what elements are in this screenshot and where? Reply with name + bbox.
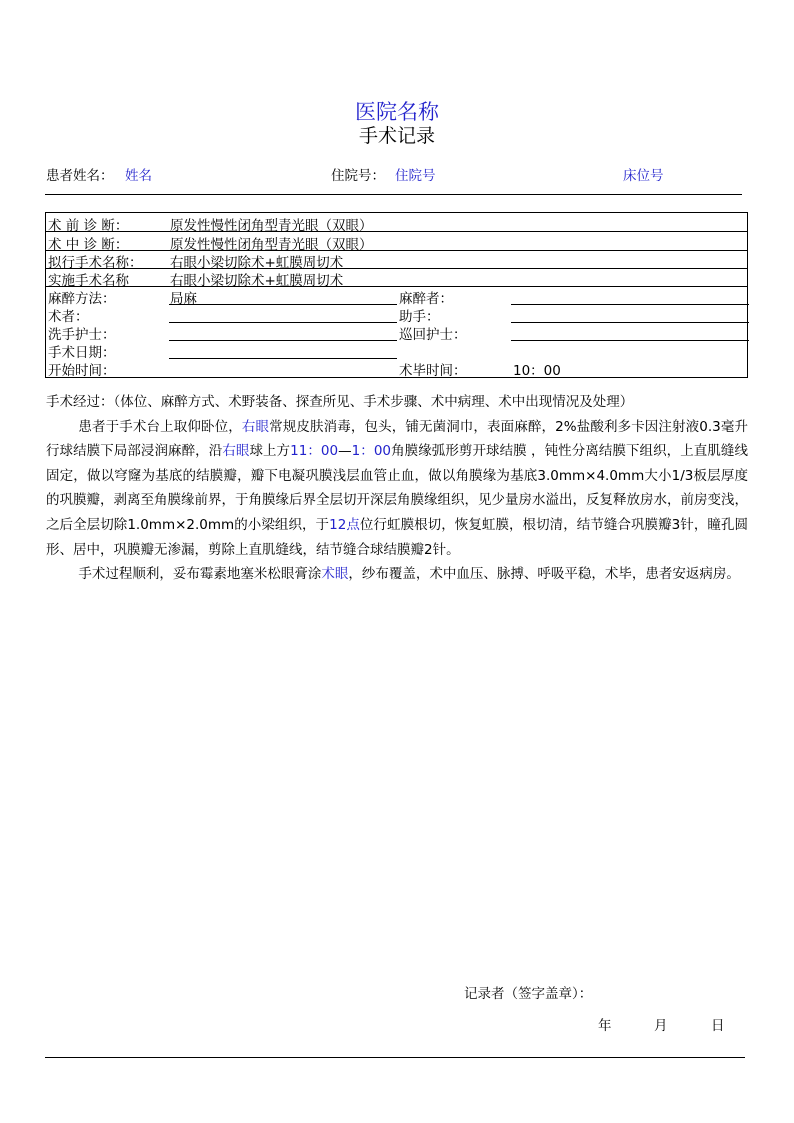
procedure-description [46, 390, 748, 587]
scrub-nurse-label: 洗手护士： [48, 327, 116, 343]
date-day-label: 日 [711, 1018, 725, 1034]
field-underline [511, 322, 749, 323]
procedure-paragraph-2: 手术过程顺利，妥布霉素地塞米松眼膏涂术眼，纱布覆盖，术中血压、脉搏、呼吸平稳，术毕，患者安返病房。 [78, 566, 740, 583]
field-underline [169, 304, 397, 305]
footer-divider [45, 1057, 745, 1058]
planned-surgery-label: 拟行手术名称： [48, 255, 143, 271]
field-underline [511, 304, 749, 305]
start-time-label: 开始时间： [48, 363, 116, 379]
recorder-signature-label: 记录者（签字盖章）： [464, 986, 593, 1002]
patient-name-value: 姓名 [125, 168, 152, 184]
row-divider [46, 250, 747, 251]
end-time-value: 10：00 [513, 363, 561, 379]
field-underline [169, 358, 397, 359]
row-divider [46, 268, 747, 269]
document-title: 手术记录 [358, 125, 435, 147]
procedure-paragraph-1: 患者于手术台上取仰卧位，右眼常规皮肤消毒，包头，铺无菌洞巾，表面麻醉，2%盐酸利多卡因注射液0.3毫升行球结膜下局部浸润麻醉，沿右眼球上方11：00—1：00角膜缘弧形剪开球结膜 ，钝性分离结膜下组织，上直肌缝线固定，做以穹窿为基底的结膜瓣，瓣下电凝巩膜浅层血管止血，做以角膜缘为基底3.0mm×4.0mm大小1/3板层厚度的巩膜瓣，剥离至角膜缘前界，于角膜缘后界全层切开深层角膜缘组织，见少量房水溢出，反复释放房水，前房变浅，之后全层切除1.0mm×2.0mm的小梁组织，于12点位行虹膜根切，恢复虹膜，根切清，结节缝合巩膜瓣3针，瞳孔圆形、居中，巩膜瓣无渗漏，剪除上直肌缝线，结节缝合球结膜瓣2针。 [46, 418, 749, 558]
field-underline [169, 340, 397, 341]
bed-number-value: 床位号 [623, 168, 664, 184]
row-divider [46, 286, 747, 287]
surgery-info-form [45, 212, 748, 378]
anesthetist-label: 麻醉者： [399, 291, 453, 307]
header-divider [45, 194, 742, 195]
intraop-diagnosis-value: 原发性慢性闭角型青光眼（双眼） [170, 237, 373, 253]
anesthesia-method-value: 局麻 [170, 291, 197, 307]
performed-surgery-value: 右眼小梁切除术+虹膜周切术 [170, 273, 344, 289]
preop-diagnosis-label: 术 前 诊 断： [48, 218, 129, 234]
surgery-date-label: 手术日期： [48, 345, 116, 361]
field-underline [169, 322, 397, 323]
surgeon-label: 术者： [48, 309, 89, 325]
performed-surgery-label: 实施手术名称 [48, 273, 129, 289]
preop-diagnosis-value: 原发性慢性闭角型青光眼（双眼） [170, 218, 373, 234]
admission-number-label: 住院号： [331, 168, 385, 184]
patient-name-label: 患者姓名： [46, 168, 114, 184]
planned-surgery-value: 右眼小梁切除术+虹膜周切术 [170, 255, 344, 271]
intraop-diagnosis-label: 术 中 诊 断： [48, 237, 129, 253]
anesthesia-method-label: 麻醉方法： [48, 291, 116, 307]
procedure-heading: 手术经过：（体位、麻醉方式、术野装备、探查所见、手术步骤、术中病理、术中出现情况及处理） [46, 394, 634, 410]
date-month-label: 月 [654, 1018, 668, 1034]
date-year-label: 年 [598, 1018, 612, 1034]
end-time-label: 术毕时间： [399, 363, 467, 379]
field-underline [511, 340, 749, 341]
assistant-label: 助手： [399, 309, 440, 325]
admission-number-value: 住院号 [395, 168, 436, 184]
circulating-nurse-label: 巡回护士： [399, 327, 467, 343]
hospital-name: 医院名称 [355, 100, 439, 124]
row-divider [46, 231, 747, 232]
